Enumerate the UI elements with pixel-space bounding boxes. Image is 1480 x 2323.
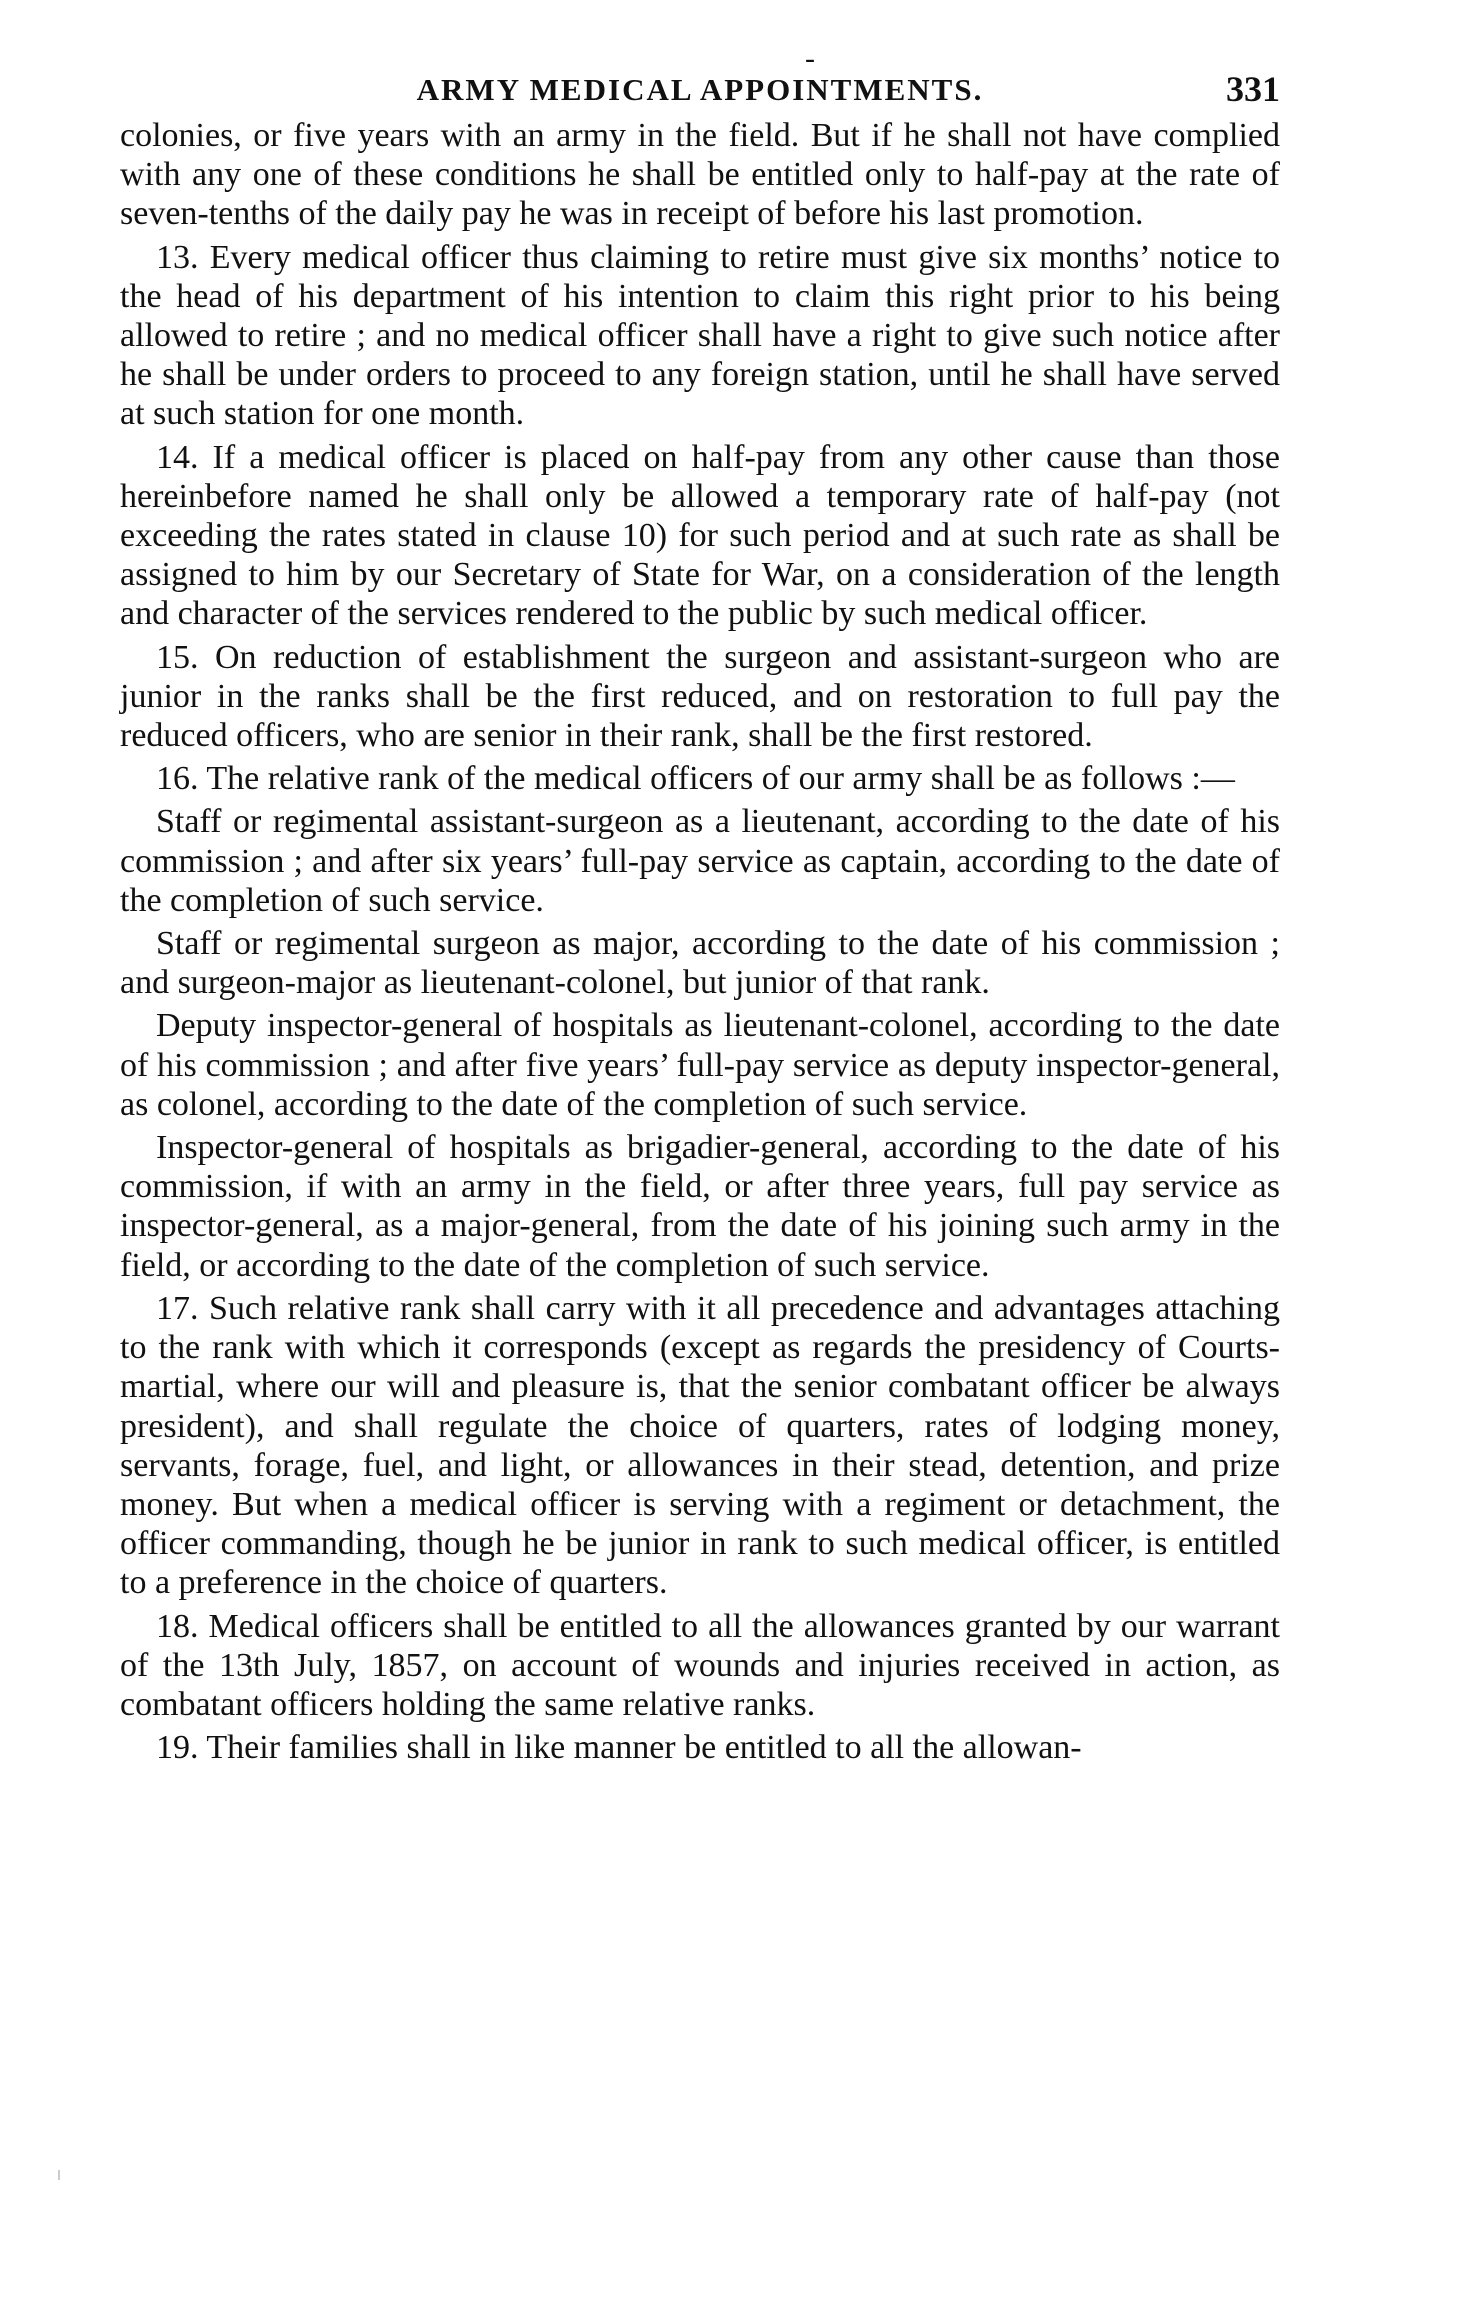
page [120,42,1280,1767]
rank-surgeon: Staff or regimental surgeon as major, according to the date of his commission ; and surgeon-major as lieutenant-colonel, but junior of that rank. [120,925,1280,1002]
running-head [120,42,1280,109]
paragraph-18: 18. Medical officers shall be entitled to all the allowances granted by our warrant of the 13th July, 1857, on account of wounds and injuries received in action, as combatant officers holding the same relative ranks. [120,1607,1280,1723]
paragraph-17: 17. Such relative rank shall carry with it all precedence and advantages attaching to the rank with which it corresponds (except as regards the presidency of Courts-martial, where our will and pleasure is, that the senior combatant officer be always president), and shall regulate the choice of quarters, rates of lodging money, servants, forage, fuel, and light, or allowances in their stead, detention, and prize money. But when a medical officer is serving with a regiment or detachment, the officer commanding, though he be junior in rank to such medical officer, is entitled to a preference in the choice of quarters. [120,1289,1280,1602]
paragraph-continued: colonies, or five years with an army in the field. But if he shall not have complied with any one of these conditions he shall be entitled only to half-pay at the rate of seven-tenths of the daily pay he was in receipt of before his last promotion. [120,117,1280,233]
rank-assistant-surgeon: Staff or regimental assistant-surgeon as a lieutenant, according to the date of his commission ; and after six years’ full-pay service as captain, according to the date of the completion of such service. [120,803,1280,919]
rank-inspector-general: Inspector-general of hospitals as brigadier-general, according to the date of his commission, if with an army in the field, or after three years, full pay service as inspector-general, as a major-general, from the date of his joining such army in the field, or according to the date of the completion of such service. [120,1129,1280,1284]
body-text [120,116,1280,1767]
rank-deputy-inspector-general: Deputy inspector-general of hospitals as lieutenant-colonel, according to the date of his commission ; and after five years’ full-pay service as deputy inspector-general, as colonel, according to the date of the completion of such service. [120,1007,1280,1123]
running-title: ARMY MEDICAL APPOINTMENTS. [416,72,984,107]
paragraph-13: 13. Every medical officer thus claiming to retire must give six months’ notice to the head of his department of his intention to claim this right prior to his being allowed to retire ; and no medical officer shall have a right to give such notice after he shall be under orders to proceed to any foreign station, until he shall have served at such station for one month. [120,238,1280,433]
paragraph-16: 16. The relative rank of the medical officers of our army shall be as follows :— [156,760,1235,798]
paragraph-19: 19. Their families shall in like manner be entitled to all the allowan- [156,1729,1082,1767]
page-number: 331 [1226,69,1280,109]
scan-artifact [58,2170,60,2180]
paragraph-15: 15. On reduction of establishment the surgeon and assistant-surgeon who are junior in the ranks shall be the first reduced, and on restoration to full pay the reduced officers, who are senior in their rank, shall be the first restored. [120,638,1280,755]
top-mark: - [805,42,815,75]
paragraph-14: 14. If a medical officer is placed on half-pay from any other cause than those hereinbefore named he shall only be allowed a temporary rate of half-pay (not exceeding the rates stated in clause 10) for such period and at such rate as shall be assigned to him by our Secretary of State for War, on a consideration of the length and character of the services rendered to the public by such medical officer. [120,438,1280,633]
